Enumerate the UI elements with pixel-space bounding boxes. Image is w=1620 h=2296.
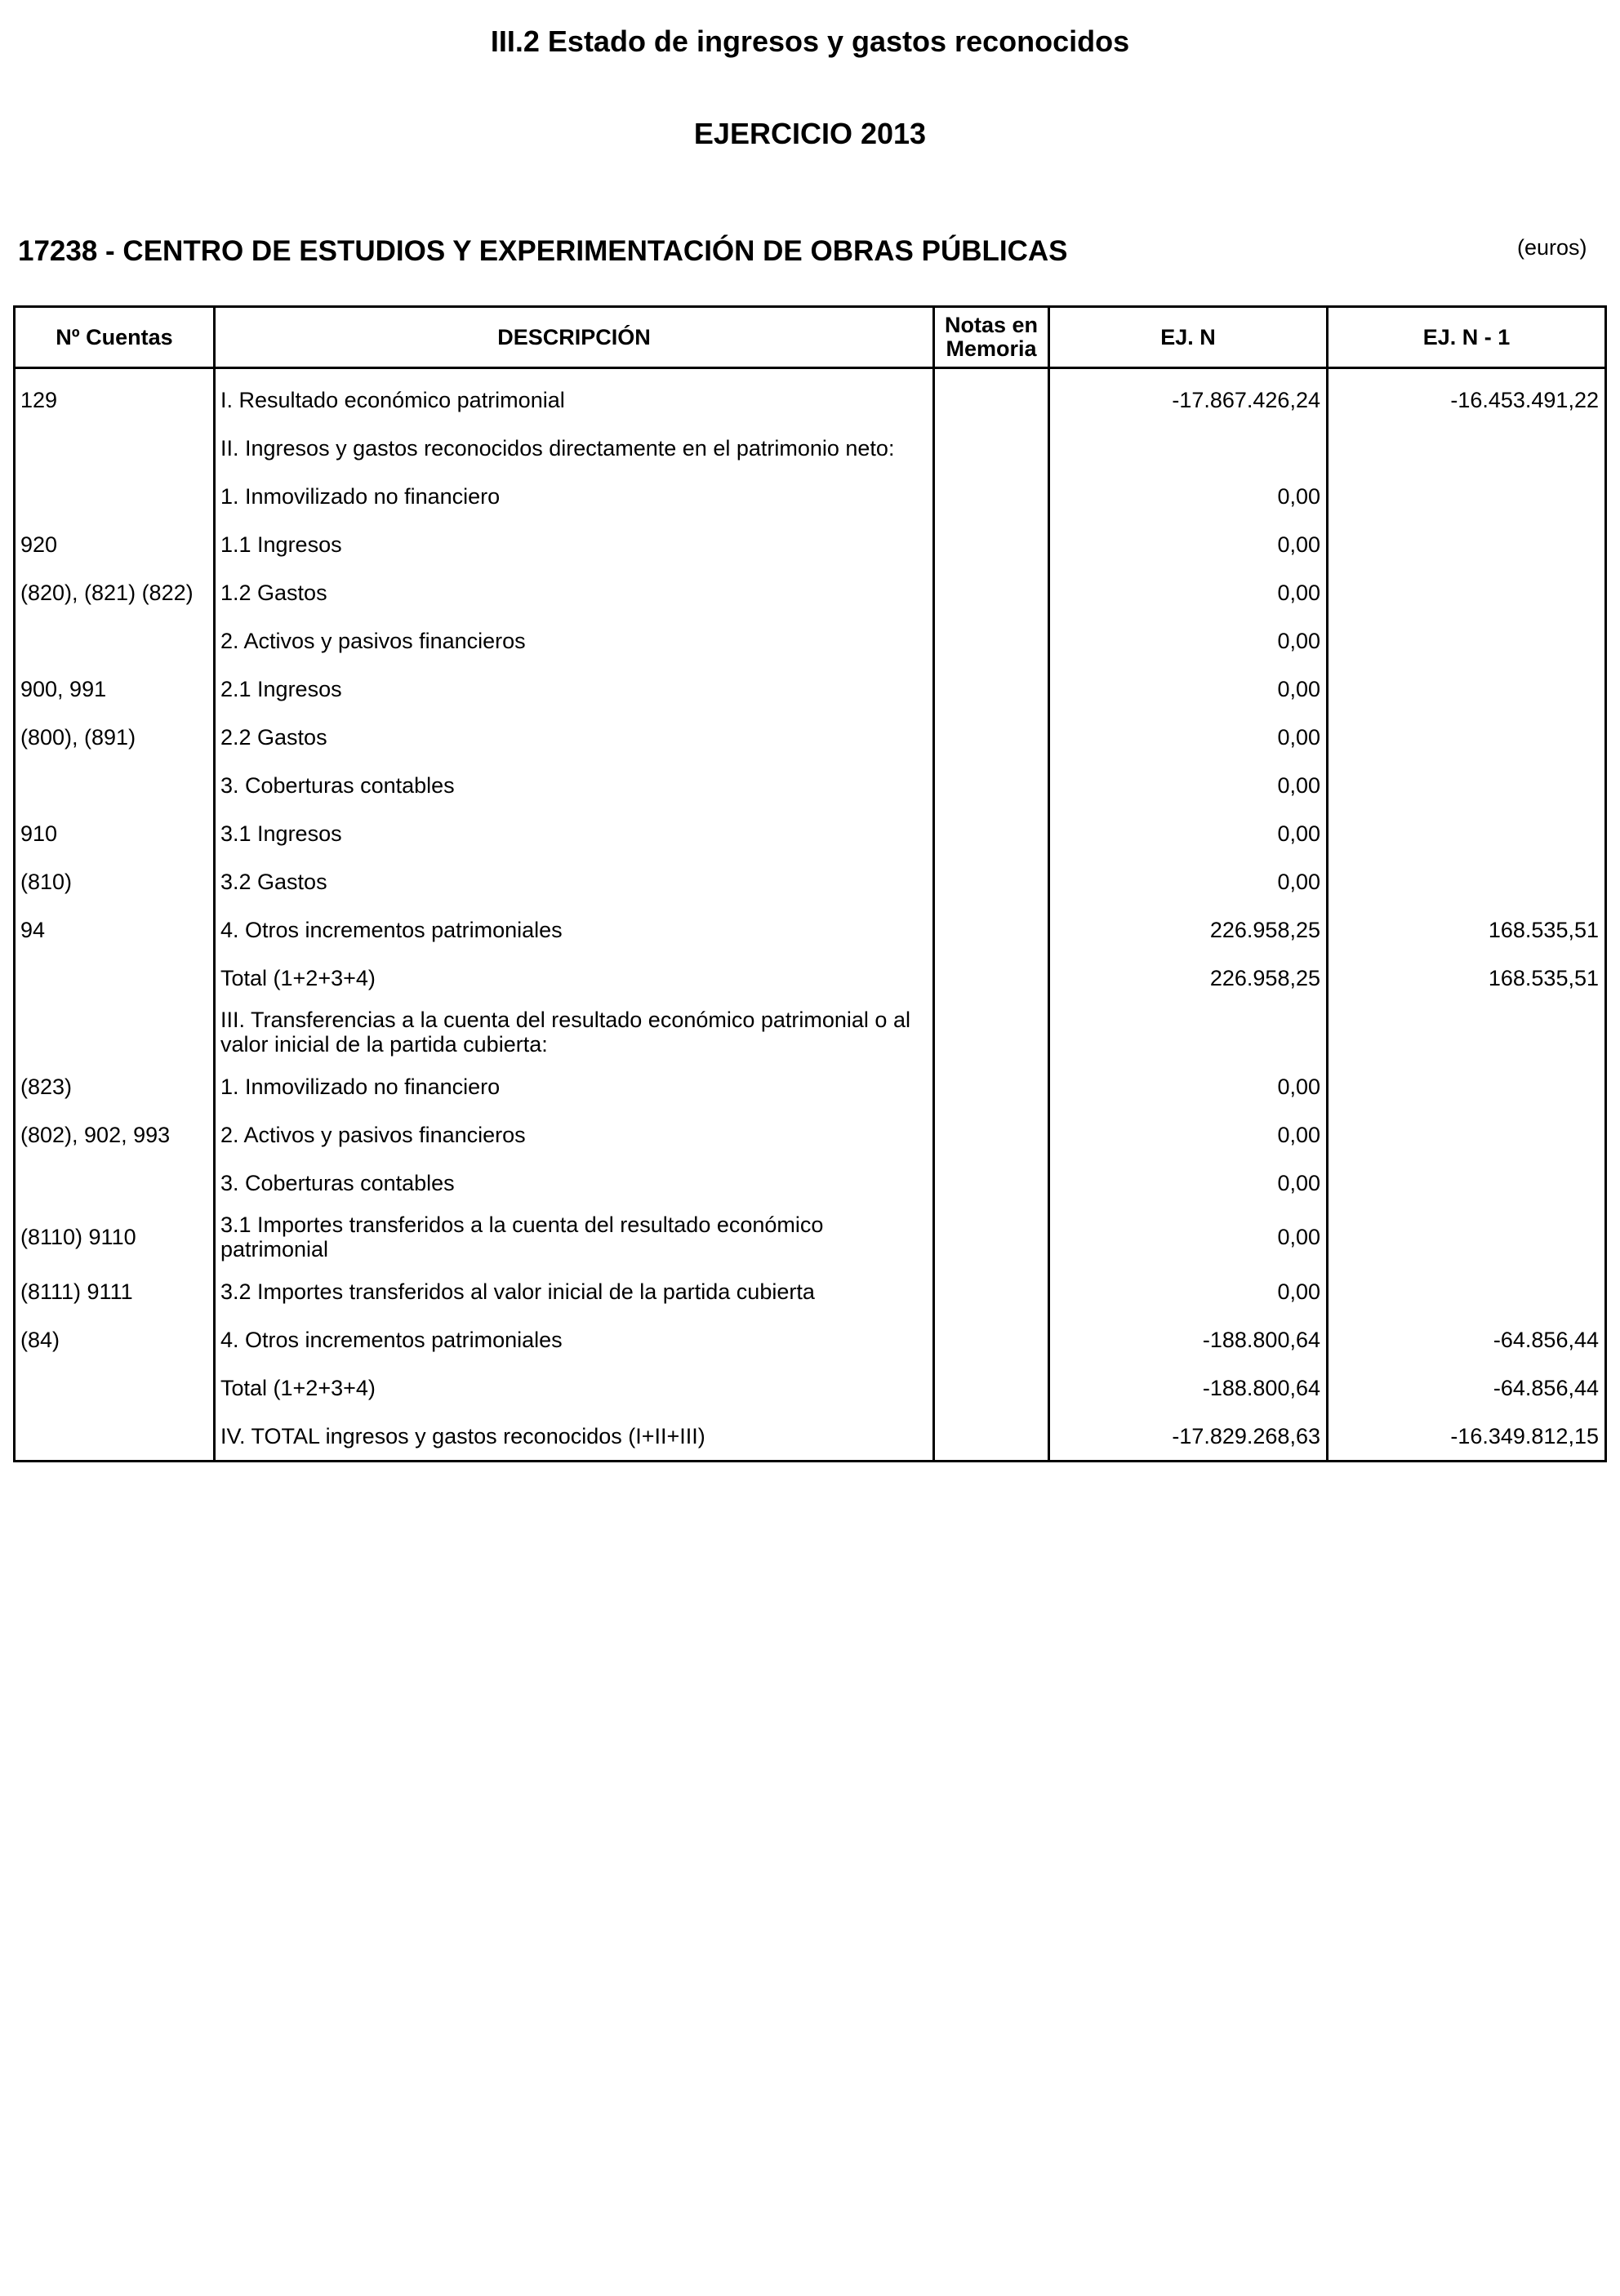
- cell-year-n1: [1328, 809, 1606, 857]
- cell-year-n: 0,00: [1049, 713, 1328, 761]
- cell-account: [15, 1412, 215, 1462]
- cell-account: (823): [15, 1062, 215, 1110]
- cell-year-n: 0,00: [1049, 616, 1328, 665]
- table-row: [15, 1207, 1606, 1267]
- cell-year-n1: [1328, 1002, 1606, 1062]
- cell-year-n: -17.829.268,63: [1049, 1412, 1328, 1462]
- cell-year-n: 226.958,25: [1049, 905, 1328, 954]
- cell-year-n1: [1328, 1159, 1606, 1207]
- cell-year-n: 0,00: [1049, 809, 1328, 857]
- cell-account: (84): [15, 1315, 215, 1364]
- cell-description: 1. Inmovilizado no financiero: [215, 1062, 934, 1110]
- cell-account: [15, 954, 215, 1002]
- page-title: III.2 Estado de ingresos y gastos reconocidos: [490, 24, 1130, 58]
- table-row: [15, 665, 1606, 713]
- cell-description: 2.2 Gastos: [215, 713, 934, 761]
- cell-notes: [934, 472, 1049, 520]
- table-row: [15, 616, 1606, 665]
- statement-table: [13, 305, 1607, 1462]
- cell-year-n1: -64.856,44: [1328, 1315, 1606, 1364]
- cell-account: [15, 472, 215, 520]
- table-row: [15, 1159, 1606, 1207]
- cell-year-n1: [1328, 520, 1606, 568]
- cell-notes: [934, 857, 1049, 905]
- cell-description: I. Resultado económico patrimonial: [215, 368, 934, 425]
- cell-account: 910: [15, 809, 215, 857]
- cell-year-n1: [1328, 472, 1606, 520]
- cell-description: 3.2 Gastos: [215, 857, 934, 905]
- cell-notes: [934, 905, 1049, 954]
- table-row: [15, 1315, 1606, 1364]
- cell-account: [15, 1364, 215, 1412]
- table-row: [15, 1002, 1606, 1062]
- cell-year-n1: -64.856,44: [1328, 1364, 1606, 1412]
- header-year-n1: EJ. N - 1: [1328, 307, 1606, 368]
- cell-account: 94: [15, 905, 215, 954]
- header-year-n: EJ. N: [1049, 307, 1328, 368]
- cell-notes: [934, 713, 1049, 761]
- cell-notes: [934, 1207, 1049, 1267]
- table-row: [15, 761, 1606, 809]
- cell-notes: [934, 1002, 1049, 1062]
- cell-year-n: -188.800,64: [1049, 1315, 1328, 1364]
- cell-description: Total (1+2+3+4): [215, 954, 934, 1002]
- cell-notes: [934, 809, 1049, 857]
- header-accounts: Nº Cuentas: [15, 307, 215, 368]
- cell-notes: [934, 1364, 1049, 1412]
- cell-notes: [934, 368, 1049, 425]
- table-header-row: [15, 307, 1606, 368]
- cell-notes: [934, 761, 1049, 809]
- cell-year-n: 0,00: [1049, 1267, 1328, 1315]
- cell-year-n1: [1328, 616, 1606, 665]
- table-row: [15, 1062, 1606, 1110]
- cell-account: 129: [15, 368, 215, 425]
- cell-notes: [934, 568, 1049, 616]
- cell-notes: [934, 520, 1049, 568]
- cell-year-n1: 168.535,51: [1328, 954, 1606, 1002]
- header-notes: Notas en Memoria: [934, 307, 1049, 368]
- cell-description: 2. Activos y pasivos financieros: [215, 616, 934, 665]
- cell-notes: [934, 1159, 1049, 1207]
- cell-year-n1: -16.349.812,15: [1328, 1412, 1606, 1462]
- cell-year-n1: [1328, 424, 1606, 472]
- cell-description: IV. TOTAL ingresos y gastos reconocidos (I+II+III): [215, 1412, 934, 1462]
- cell-year-n1: [1328, 1207, 1606, 1267]
- cell-description: 3.1 Ingresos: [215, 809, 934, 857]
- table-row: [15, 809, 1606, 857]
- cell-account: 900, 991: [15, 665, 215, 713]
- cell-year-n: [1049, 424, 1328, 472]
- cell-year-n1: [1328, 1062, 1606, 1110]
- cell-description: 1.1 Ingresos: [215, 520, 934, 568]
- cell-description: 1. Inmovilizado no financiero: [215, 472, 934, 520]
- cell-description: III. Transferencias a la cuenta del resultado económico patrimonial o al valor inicial de la partida cubierta:: [215, 1002, 934, 1062]
- table-row: [15, 520, 1606, 568]
- cell-description: 3. Coberturas contables: [215, 1159, 934, 1207]
- cell-year-n: 226.958,25: [1049, 954, 1328, 1002]
- cell-description: 4. Otros incrementos patrimoniales: [215, 905, 934, 954]
- cell-year-n: -17.867.426,24: [1049, 368, 1328, 425]
- cell-description: 3.2 Importes transferidos al valor inicial de la partida cubierta: [215, 1267, 934, 1315]
- cell-year-n: 0,00: [1049, 520, 1328, 568]
- table-row: [15, 713, 1606, 761]
- cell-description: II. Ingresos y gastos reconocidos directamente en el patrimonio neto:: [215, 424, 934, 472]
- cell-description: 4. Otros incrementos patrimoniales: [215, 1315, 934, 1364]
- cell-year-n: 0,00: [1049, 1062, 1328, 1110]
- exercise-title: EJERCICIO 2013: [693, 117, 927, 150]
- cell-year-n: 0,00: [1049, 1207, 1328, 1267]
- cell-account: [15, 1159, 215, 1207]
- table-row: [15, 1364, 1606, 1412]
- cell-year-n: 0,00: [1049, 1159, 1328, 1207]
- cell-year-n1: [1328, 713, 1606, 761]
- cell-year-n: -188.800,64: [1049, 1364, 1328, 1412]
- cell-year-n: 0,00: [1049, 472, 1328, 520]
- currency-note: (euros): [1517, 235, 1587, 260]
- cell-account: [15, 1002, 215, 1062]
- table-row: [15, 472, 1606, 520]
- cell-account: [15, 616, 215, 665]
- cell-year-n1: -16.453.491,22: [1328, 368, 1606, 425]
- table-row: [15, 568, 1606, 616]
- cell-description: 1.2 Gastos: [215, 568, 934, 616]
- cell-description: 3.1 Importes transferidos a la cuenta del resultado económico patrimonial: [215, 1207, 934, 1267]
- cell-notes: [934, 665, 1049, 713]
- cell-notes: [934, 1315, 1049, 1364]
- cell-year-n1: [1328, 1267, 1606, 1315]
- cell-notes: [934, 424, 1049, 472]
- cell-account: (800), (891): [15, 713, 215, 761]
- cell-description: Total (1+2+3+4): [215, 1364, 934, 1412]
- table-row: [15, 954, 1606, 1002]
- cell-year-n1: 168.535,51: [1328, 905, 1606, 954]
- cell-year-n1: [1328, 665, 1606, 713]
- cell-notes: [934, 616, 1049, 665]
- table-row: [15, 368, 1606, 425]
- cell-description: 2. Activos y pasivos financieros: [215, 1110, 934, 1159]
- cell-account: (810): [15, 857, 215, 905]
- cell-account: (8110) 9110: [15, 1207, 215, 1267]
- cell-description: 3. Coberturas contables: [215, 761, 934, 809]
- cell-year-n: 0,00: [1049, 857, 1328, 905]
- header-description: DESCRIPCIÓN: [215, 307, 934, 368]
- table-row: [15, 424, 1606, 472]
- cell-year-n: 0,00: [1049, 761, 1328, 809]
- table-row: [15, 1110, 1606, 1159]
- cell-account: 920: [15, 520, 215, 568]
- cell-notes: [934, 1110, 1049, 1159]
- entity-title: 17238 - CENTRO DE ESTUDIOS Y EXPERIMENTACIÓN DE OBRAS PÚBLICAS: [18, 235, 1068, 267]
- table-row: [15, 1412, 1606, 1462]
- cell-year-n: [1049, 1002, 1328, 1062]
- cell-account: [15, 761, 215, 809]
- table-body: [15, 368, 1606, 1462]
- cell-account: (8111) 9111: [15, 1267, 215, 1315]
- cell-account: [15, 424, 215, 472]
- cell-year-n: 0,00: [1049, 568, 1328, 616]
- cell-notes: [934, 1062, 1049, 1110]
- cell-notes: [934, 1412, 1049, 1462]
- cell-notes: [934, 1267, 1049, 1315]
- table-row: [15, 857, 1606, 905]
- cell-description: 2.1 Ingresos: [215, 665, 934, 713]
- cell-year-n1: [1328, 761, 1606, 809]
- cell-year-n: 0,00: [1049, 665, 1328, 713]
- cell-year-n1: [1328, 568, 1606, 616]
- table-row: [15, 1267, 1606, 1315]
- cell-year-n: 0,00: [1049, 1110, 1328, 1159]
- cell-notes: [934, 954, 1049, 1002]
- cell-year-n1: [1328, 1110, 1606, 1159]
- cell-year-n1: [1328, 857, 1606, 905]
- table-row: [15, 905, 1606, 954]
- cell-account: (820), (821) (822): [15, 568, 215, 616]
- statement-table-container: [13, 305, 1604, 1462]
- cell-account: (802), 902, 993: [15, 1110, 215, 1159]
